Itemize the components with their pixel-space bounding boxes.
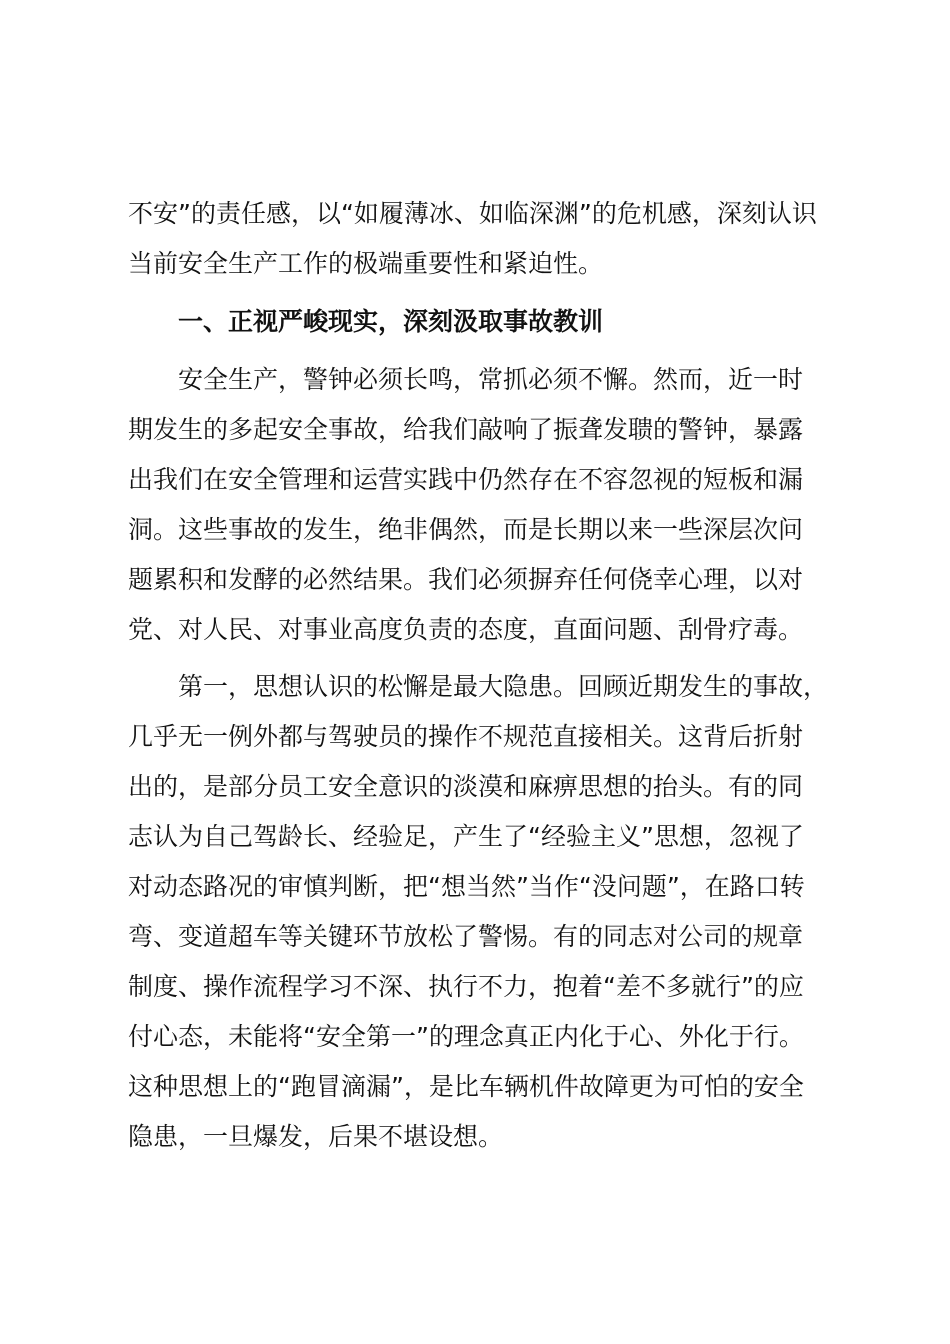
paragraph-line: 隐患，一旦爆发，后果不堪设想。 <box>128 1122 504 1151</box>
paragraph-line: 出我们在安全管理和运营实践中仍然存在不容忽视的短板和漏 <box>128 465 804 494</box>
paragraph-line: 安全生产，警钟必须长鸣，常抓必须不懈。然而，近一时 <box>178 365 804 394</box>
continuation-line: 当前安全生产工作的极端重要性和紧迫性。 <box>128 249 604 278</box>
paragraph-line: 洞。这些事故的发生，绝非偶然，而是长期以来一些深层次问 <box>128 515 804 544</box>
paragraph-line: 付心态，未能将“安全第一”的理念真正内化于心、外化于行。 <box>128 1022 804 1051</box>
paragraph-line: 这种思想上的“跑冒滴漏”，是比车辆机件故障更为可怕的安全 <box>128 1072 804 1101</box>
paragraph-line: 党、对人民、对事业高度负责的态度，直面问题、刮骨疗毒。 <box>128 615 804 644</box>
paragraph-line: 期发生的多起安全事故，给我们敲响了振聋发聩的警钟，暴露 <box>128 415 804 444</box>
paragraph-line: 出的，是部分员工安全意识的淡漠和麻痹思想的抬头。有的同 <box>128 772 804 801</box>
paragraph-line: 志认为自己驾龄长、经验足，产生了“经验主义”思想，忽视了 <box>128 822 804 851</box>
paragraph-line: 题累积和发酵的必然结果。我们必须摒弃任何侥幸心理，以对 <box>128 565 804 594</box>
paragraph-line: 弯、变道超车等关键环节放松了警惕。有的同志对公司的规章 <box>128 922 804 951</box>
continuation-line: 不安”的责任感，以“如履薄冰、如临深渊”的危机感，深刻认识 <box>128 199 817 228</box>
paragraph-line: 对动态路况的审慎判断，把“想当然”当作“没问题”，在路口转 <box>128 872 805 901</box>
paragraph-line: 制度、操作流程学习不深、执行不力，抱着“差不多就行”的应 <box>128 972 804 1001</box>
section-heading: 一、正视严峻现实，深刻汲取事故教训 <box>178 307 604 336</box>
paragraph-line: 几乎无一例外都与驾驶员的操作不规范直接相关。这背后折射 <box>128 722 804 751</box>
paragraph-line: 第一，思想认识的松懈是最大隐患。回顾近期发生的事故， <box>178 672 829 701</box>
